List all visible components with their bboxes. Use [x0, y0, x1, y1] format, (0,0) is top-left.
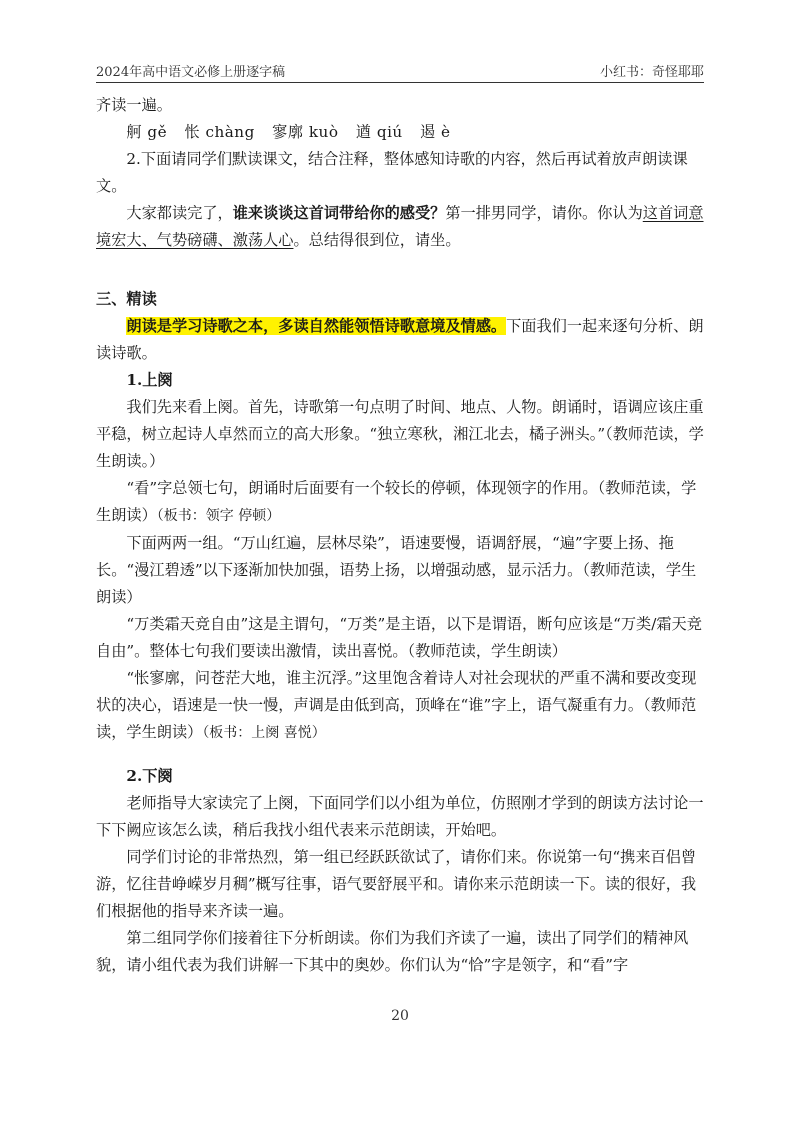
board-note: （板书：领字 停顿） — [156, 508, 281, 524]
paragraph: 同学们讨论的非常热烈，第一组已经跃跃欲试了，请你们来。你说第一句“携来百侣曾游，忆往昔峥嵘岁月稠”概写往事，语气要舒展平和。请你来示范朗读一下。读的很好，我们根据他的指导来齐读一遍。 — [96, 848, 697, 920]
pinyin-item: 寥廓 kuò — [272, 123, 339, 141]
pinyin-item: 怅 chàng — [184, 123, 255, 141]
paragraph: 齐读一遍。 — [96, 96, 172, 114]
paragraph: 我们先来看上阕。首先，诗歌第一句点明了时间、地点、人物。朗诵时，语调应该庄重平稳，树立起诗人卓然而立的高大形象。“独立寒秋，湘江北去，橘子洲头。”（教师范读，学生朗读。） — [96, 398, 704, 470]
pinyin-list — [96, 119, 704, 146]
page-body — [96, 92, 704, 979]
section-heading: 三、精读 — [96, 290, 157, 308]
paragraph — [96, 475, 704, 530]
text-run: “看”字总领七句，朗诵时后面要有一个较长的停顿，体现领字的作用。（教师范读，学生朗读） — [96, 479, 697, 524]
paragraph — [96, 200, 704, 254]
page-header — [96, 56, 704, 80]
text-run: 。总结得很到位，请坐。 — [293, 231, 461, 249]
paragraph: “万类霜天竞自由”这是主谓句，“万类”是主语，以下是谓语，断句应该是“万类/霜天竞自由”。整体七句我们要读出激情，读出喜悦。（教师范读，学生朗读） — [96, 615, 702, 660]
pinyin-item: 舸 gě — [126, 123, 168, 141]
pinyin-item: 遒 qiú — [355, 123, 403, 141]
page-number: 20 — [391, 1008, 409, 1024]
paragraph: 下面两两一组。“万山红遍，层林尽染”，语速要慢，语调舒展，“遍”字要上扬、拖长。“漫江碧透”以下逐渐加快加强，语势上扬，以增强动感，显示活力。（教师范读，学生朗读） — [96, 534, 697, 606]
text-run: 大家都读完了， — [126, 204, 233, 222]
spacer — [96, 254, 704, 270]
spacer — [96, 747, 704, 763]
paragraph — [96, 313, 704, 367]
subsection-heading: 2.下阕 — [126, 767, 173, 785]
header-author: 小红书：奇怪耶耶 — [599, 65, 704, 80]
text-run: 第一排男同学，请你。你认为 — [445, 204, 643, 222]
bold-question: 谁来谈谈这首词带给你的感受？ — [232, 204, 446, 222]
paragraph: 第二组同学你们接着往下分析朗读。你们为我们齐读了一遍，读出了同学们的精神风貌，请小组代表为我们讲解一下其中的奥妙。你们认为“恰”字是领字，和“看”字 — [96, 929, 689, 974]
paragraph: 老师指导大家读完了上阕，下面同学们以小组为单位，仿照刚才学到的朗读方法讨论一下下阙应该怎么读，稍后我找小组代表来示范朗读，开始吧。 — [96, 794, 704, 839]
pinyin-item: 遏 è — [420, 123, 451, 141]
highlighted-text: 朗读是学习诗歌之本，多读自然能领悟诗歌意境及情感。 — [126, 317, 507, 335]
header-divider — [96, 82, 704, 83]
text-run: 下面我们一起来逐句分析、朗读诗歌。 — [96, 317, 704, 362]
board-note: （板书：上阕 喜悦） — [202, 725, 326, 741]
paragraph: 2.下面请同学们默读课文，结合注释，整体感知诗歌的内容，然后再试着放声朗读课文。 — [96, 150, 688, 195]
subsection-heading: 1.上阕 — [126, 371, 173, 389]
paragraph — [96, 665, 704, 747]
underlined-answer: 这首词意境宏大、气势磅礴、激荡人心 — [96, 204, 704, 249]
text-run: “怅寥廓，问苍茫大地，谁主沉浮。”这里饱含着诗人对社会现状的严重不满和要改变现状的决心，语速是一快一慢，声调是由低到高，顶峰在“谁”字上，语气凝重有力。（教师范读，学生朗读） — [96, 669, 697, 741]
header-title: 2024年高中语文必修上册逐字稿 — [96, 65, 286, 80]
